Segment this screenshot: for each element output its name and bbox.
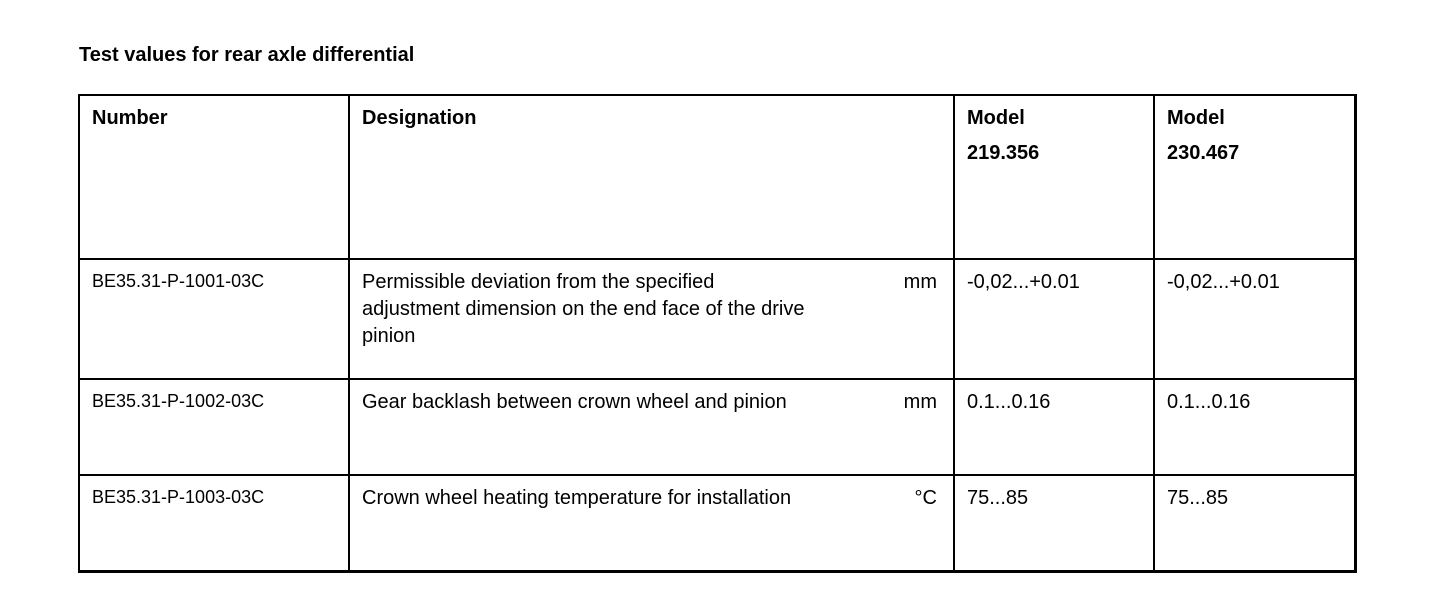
table-row bbox=[79, 475, 1355, 571]
row-model-2-cell bbox=[1154, 475, 1355, 571]
row-designation: Gear backlash between crown wheel and pinion bbox=[362, 391, 787, 413]
row-model-1-value: 75...85 bbox=[967, 487, 1029, 509]
document-title: Test values for rear axle differential bbox=[79, 44, 415, 66]
row-designation-cell bbox=[349, 379, 954, 475]
row-model-1-cell bbox=[954, 259, 1154, 379]
row-designation-wrap bbox=[350, 476, 953, 512]
header-number bbox=[79, 95, 349, 259]
header-model-2-number: 230.467 bbox=[1167, 142, 1240, 164]
row-designation-cell bbox=[349, 259, 954, 379]
row-number: BE35.31-P-1001-03C bbox=[92, 271, 265, 291]
header-number-label: Number bbox=[92, 107, 168, 129]
header-model-1-cell bbox=[955, 96, 1153, 167]
row-model-1-cell bbox=[954, 475, 1154, 571]
row-designation: Crown wheel heating temperature for installation bbox=[362, 487, 792, 509]
row-designation-wrap bbox=[350, 260, 953, 350]
header-model-1 bbox=[954, 95, 1154, 259]
row-unit: °C bbox=[914, 487, 937, 509]
test-values-table bbox=[78, 94, 1357, 573]
row-designation-wrap bbox=[350, 380, 953, 416]
header-model-1-number: 219.356 bbox=[967, 142, 1040, 164]
row-model-2-cell bbox=[1154, 259, 1355, 379]
header-model-2-cell bbox=[1155, 96, 1354, 167]
row-model-1-value: 0.1...0.16 bbox=[967, 391, 1051, 413]
table-header-row bbox=[79, 95, 1355, 259]
table-row bbox=[79, 379, 1355, 475]
row-designation-cell bbox=[349, 475, 954, 571]
row-model-2-value: -0,02...+0.01 bbox=[1167, 271, 1280, 293]
row-number-cell bbox=[79, 259, 349, 379]
row-designation: Permissible deviation from the specified adjustment dimension on the end face of the drive pinion bbox=[362, 271, 805, 347]
header-model-2-label: Model bbox=[1167, 107, 1225, 129]
row-number: BE35.31-P-1003-03C bbox=[92, 487, 265, 507]
row-model-1-cell bbox=[954, 379, 1154, 475]
row-number-cell bbox=[79, 379, 349, 475]
row-model-2-value: 75...85 bbox=[1167, 487, 1229, 509]
row-unit: mm bbox=[903, 391, 937, 413]
row-unit: mm bbox=[903, 271, 937, 293]
table-row bbox=[79, 259, 1355, 379]
row-model-2-value: 0.1...0.16 bbox=[1167, 391, 1251, 413]
header-designation-label: Designation bbox=[362, 107, 477, 129]
row-model-1-value: -0,02...+0.01 bbox=[967, 271, 1080, 293]
header-designation bbox=[349, 95, 954, 259]
header-model-1-label: Model bbox=[967, 107, 1025, 129]
header-model-2 bbox=[1154, 95, 1355, 259]
row-number: BE35.31-P-1002-03C bbox=[92, 391, 265, 411]
row-number-cell bbox=[79, 475, 349, 571]
row-model-2-cell bbox=[1154, 379, 1355, 475]
